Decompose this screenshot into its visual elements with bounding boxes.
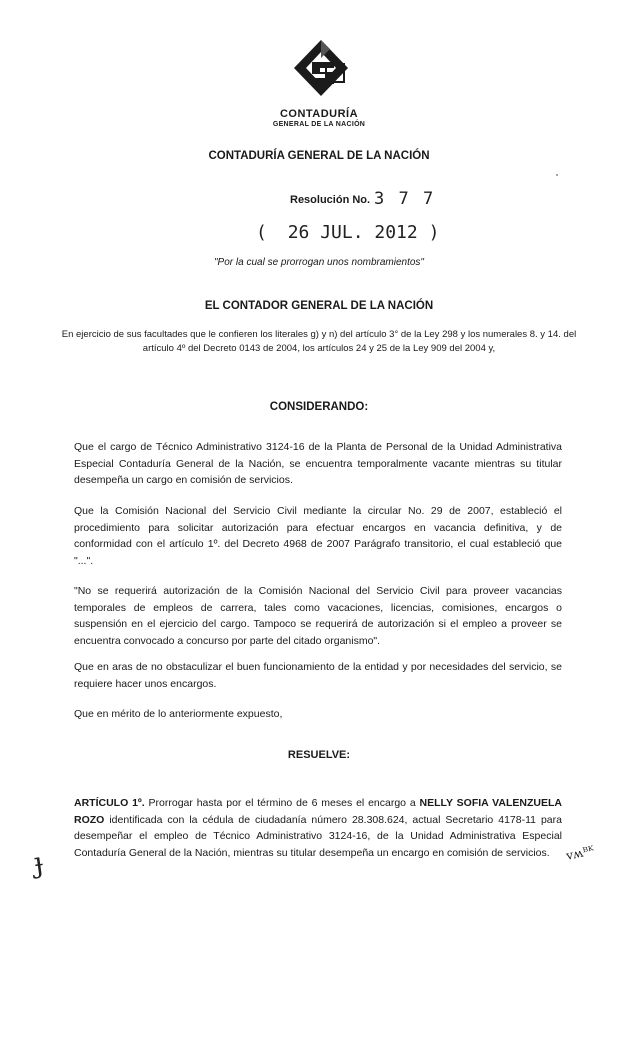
employee-name: NELLY SOFIA VALENZUELA ROZO xyxy=(74,797,562,826)
handwritten-initials-right: vʍᴮᴷ xyxy=(564,843,596,863)
date-open-paren: ( xyxy=(256,222,267,243)
resolution-subtitle: "Por la cual se prorrogan unos nombramientos" xyxy=(214,257,424,268)
handwritten-initial-left: ɟ xyxy=(31,845,46,880)
article-1-title: ARTÍCULO 1º. xyxy=(74,797,145,809)
considerando-paragraph-1: Que el cargo de Técnico Administrativo 3124-16 de la Planta de Personal de la Unidad Administrativa Especial Contaduría General de la Nación, se encuentra temporalmente vacante mientras su titular desempeña un cargo en comisión de servicios. xyxy=(74,441,562,486)
organization-title: CONTADURÍA GENERAL DE LA NACIÓN xyxy=(208,150,430,162)
authority-heading: EL CONTADOR GENERAL DE LA NACIÓN xyxy=(204,300,434,312)
considerando-heading: CONSIDERANDO: xyxy=(269,401,369,413)
article-1-text-b: identificada con la cédula de ciudadanía número 28.308.624, actual Secretario 4178-11 para desempeñar el empleo de Técnico Administrativo 3124-16, de la Unidad Administrativa Especial Contaduría General de la Nación, mientras su titular desempeña un encargo en comisión de servicios. xyxy=(74,813,562,859)
considerando-quote: "No se requerirá autorización de la Comisión Nacional del Servicio Civil para proveer vacancias temporales de empleos de carrera, tales como vacaciones, licencias, comisiones, encargos o suspensión en el ejercicio del cargo. Tampoco se requerirá de autorización si el empleo a proveer se encuentra convocado a concurso por parte del citado organismo". xyxy=(74,585,562,647)
resolution-date-stamp xyxy=(256,222,439,243)
considerando-paragraph-5: Que en mérito de lo anteriormente expuesto, xyxy=(74,708,283,720)
authority-intro: En ejercicio de sus facultades que le confieren los literales g) y n) del artículo 3° de la Ley 298 y los numerales 8. y 14. del artículo 4º del Decreto 0143 de 2004, los artículos 24 y 25 de la Ley 909 del 2004 y, xyxy=(61,329,577,354)
date-close-paren: ) xyxy=(428,222,440,243)
considerando-paragraph-2: Que la Comisión Nacional del Servicio Civil mediante la circular No. 29 de 2007, estableció el procedimiento para solicitar autorización para efectuar encargos en vacancia definitiva, y de conformidad con el artículo 1º. del Decreto 4968 de 2007 Parágrafo transitorio, el cual estableció que "...". xyxy=(74,505,562,567)
resolution-date: 26 JUL. 2012 xyxy=(287,222,418,243)
logo-name: CONTADURÍA xyxy=(279,108,359,120)
resolution-number: 3 7 7 xyxy=(374,189,436,209)
logo-subtitle: GENERAL DE LA NACIÓN xyxy=(272,121,366,128)
considerando-paragraph-4: Que en aras de no obstaculizar el buen funcionamiento de la entidad y por necesidades del servicio, se requiere hacer unos encargos. xyxy=(74,661,562,690)
article-1-text-a: Prorrogar hasta por el término de 6 meses el encargo a xyxy=(144,797,420,809)
scan-dot xyxy=(556,174,558,176)
resolution-label: Resolución No. xyxy=(290,194,371,206)
article-1 xyxy=(74,795,562,861)
resuelve-heading: RESUELVE: xyxy=(287,749,351,761)
contaduria-logo xyxy=(276,38,366,108)
